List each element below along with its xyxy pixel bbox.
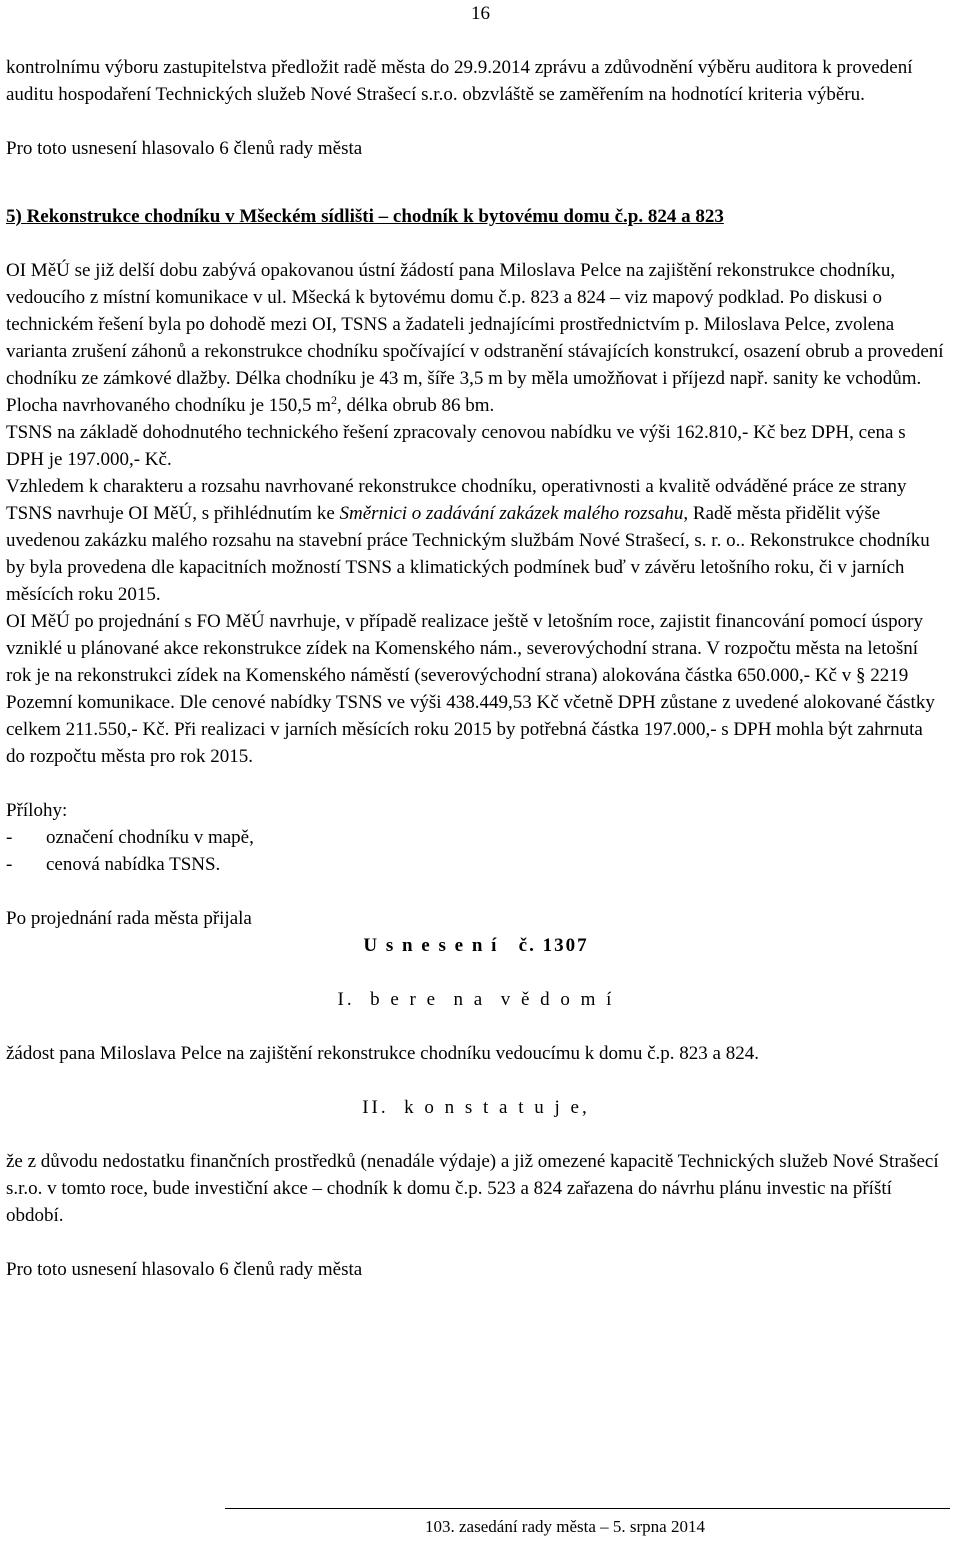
- directive-reference: Směrnici o zadávání zakázek malého rozsahu: [339, 503, 684, 524]
- resolution-part-text: žádost pana Miloslava Pelce na zajištění rekonstrukce chodníku vedoucímu k domu č.p. 823 a 824.: [6, 1043, 759, 1064]
- list-item: - cenová nabídka TSNS.: [6, 851, 946, 878]
- resolution-title: U s n e s e n í č. 1307: [363, 935, 589, 956]
- body-paragraph: TSNS na základě dohodnutého technického řešení zpracovaly cenovou nabídku ve výši 162.810,- Kč bez DPH, cena s DPH je 197.000,- Kč.: [6, 422, 906, 470]
- resolution-part-heading: II. k o n s t a t u j e,: [362, 1097, 590, 1118]
- body-text: Vzhledem k charakteru a rozsahu navrhované rekonstrukce chodníku, operativnosti a kvalitě odváděné práce ze strany TSNS navrhuje OI MěÚ, s přihlédnutím ke: [6, 476, 907, 524]
- section-number: 5): [6, 206, 22, 227]
- list-item: - označení chodníku v mapě,: [6, 824, 946, 851]
- vote-statement: Pro toto usnesení hlasovalo 6 členů rady města: [6, 1259, 363, 1280]
- body-paragraph: [6, 473, 946, 608]
- body-text: OI MěÚ se již delší dobu zabývá opakovanou ústní žádostí pana Miloslava Pelce na zajištění rekonstrukce chodníku, vedoucího z místní komunikace v ul. Mšecká k bytovému domu č.p. 823 a 824 – viz mapový podklad. Po diskusi o technickém řešení byla po dohodě mezi OI, TSNS a žadateli jednajícími prostřednictvím p. Miloslava Pelce, zvolena varianta zrušení záhonů a rekonstrukce chodníku spočívající v odstranění stávajících konstrukcí, osazení obrub a provedení chodníku ze zámkové dlažby. Délka chodníku je 43 m, šíře 3,5 m by měla umožňovat i příjezd např. sanity ke vchodům. Plocha navrhovaného chodníku je 150,5 m: [6, 260, 944, 416]
- attachments-label: Přílohy:: [6, 800, 68, 821]
- adopted-statement: Po projednání rada města přijala: [6, 908, 252, 929]
- body-paragraph: OI MěÚ po projednání s FO MěÚ navrhuje, v případě realizace ještě v letošním roce, zajistit financování pomocí úspory vzniklé u plánované akce rekonstrukce zídek na Komenského nám., severovýchodní strana. V rozpočtu města na letošní rok je na rekonstrukci zídek na Komenského náměstí (severovýchodní strana) alokována částka 650.000,- Kč v § 2219 Pozemní komunikace. Dle cenové nabídky TSNS ve výši 438.449,53 Kč včetně DPH zůstane z uvedené alokované částky celkem 211.550,- Kč. Při realizaci v jarních měsících roku 2015 by potřebná částka 197.000,- s DPH mohla být zahrnuta do rozpočtu města pro rok 2015.: [6, 611, 935, 767]
- resolution-part-heading: I. b e r e n a v ě d o m í: [337, 989, 615, 1010]
- document-body: [6, 54, 946, 1283]
- page-footer: 103. zasedání rady města – 5. srpna 2014: [425, 1517, 705, 1536]
- attachment-text: označení chodníku v mapě,: [46, 827, 254, 848]
- section-title: Rekonstrukce chodníku v Mšeckém sídlišti – chodník k bytovému domu č.p. 824 a 823: [26, 206, 724, 227]
- body-text: , délka obrub 86 bm.: [337, 395, 495, 416]
- superscript: 2: [331, 393, 338, 407]
- vote-statement: Pro toto usnesení hlasovalo 6 členů rady města: [6, 138, 363, 159]
- resolution-part-text: že z důvodu nedostatku finančních prostředků (nenadále výdaje) a již omezené kapacitě Technických služeb Nové Strašecí s.r.o. v tomto roce, bude investiční akce – chodník k domu č.p. 523 a 824 zařazena do návrhu plánu investic na příští období.: [6, 1151, 939, 1226]
- body-paragraph: [6, 257, 946, 419]
- page-number: 16: [471, 3, 490, 24]
- intro-paragraph: kontrolnímu výboru zastupitelstva předložit radě města do 29.9.2014 zprávu a zdůvodnění výběru auditora k provedení auditu hospodaření Technických služeb Nové Strašecí s.r.o. obzvláště se zaměřením na hodnotící kriteria výběru.: [6, 57, 913, 105]
- attachments-list: [6, 824, 946, 878]
- footer-divider: [225, 1508, 950, 1509]
- section-heading: [6, 203, 946, 230]
- body-text: , Radě města přidělit výše uvedenou zakázku malého rozsahu na stavební práce Technickým službám Nové Strašecí, s. r. o.. Rekonstrukce chodníku by byla provedena dle kapacitních možností TSNS a klimatických podmínek buď v závěru letošního roku, či v jarních měsících roku 2015.: [6, 503, 930, 605]
- attachment-text: cenová nabídka TSNS.: [46, 854, 221, 875]
